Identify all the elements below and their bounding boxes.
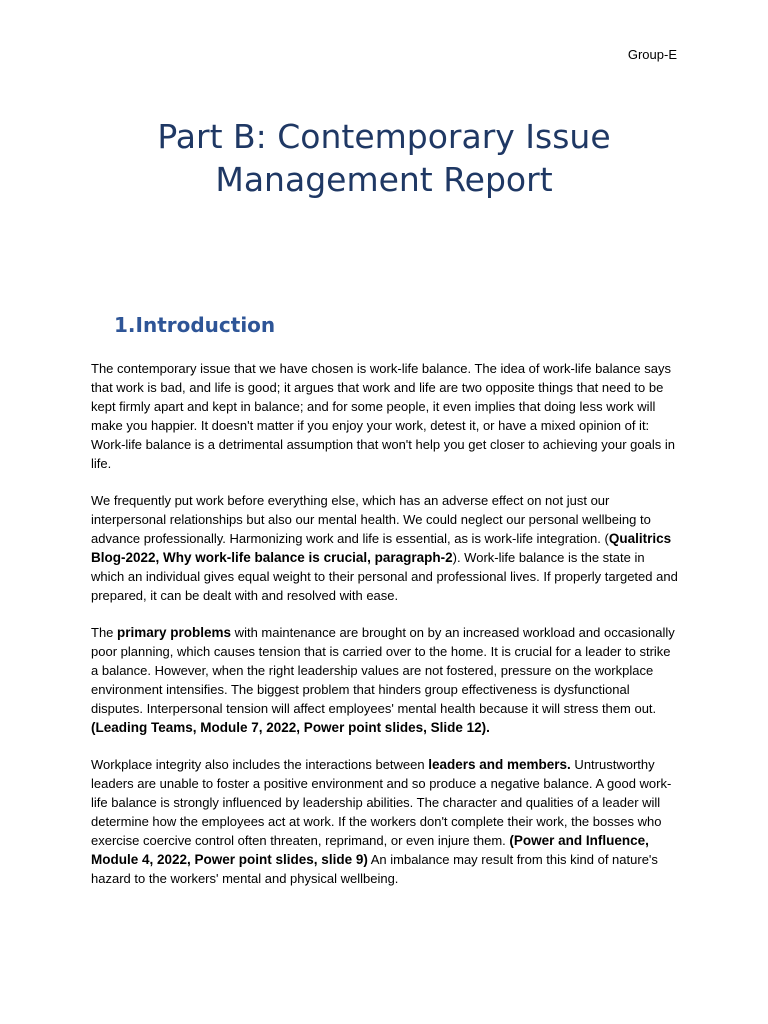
paragraph-4-text-b: Untrustworthy leaders are unable to foster a positive environment and so produce a negative balance. A good work-life balance is strongly influenced by leadership abilities. The character and qualities of a leader will determine how the employees act at work. If the workers don't complete their work, the bosses who exercise coercive control often threaten, reprimand, or even injure them. <box>91 757 672 848</box>
emphasis-leaders-members: leaders and members. <box>428 757 571 772</box>
group-label: Group-E <box>627 47 677 62</box>
paragraph-4-text-c: An imbalance may result from this kind of nature's hazard to the workers' mental and physical wellbeing. <box>91 852 658 886</box>
paragraph-4-text-a: Workplace integrity also includes the interactions between <box>91 757 429 772</box>
paragraph-4 <box>91 755 681 888</box>
citation-power-influence: (Power and Influence, Module 4, 2022, Power point slides, slide 9) <box>91 833 649 867</box>
document-body <box>91 359 681 906</box>
paragraph-2-text-a: We frequently put work before everything else, which has an adverse effect on not just our interpersonal relationships but also our mental health. We could neglect our personal wellbeing to advance professionally. Harmonizing work and life is essential, as is work-life integration. ( <box>91 493 651 546</box>
paragraph-1 <box>91 359 681 473</box>
emphasis-primary-problems: primary problems <box>117 625 232 640</box>
citation-leading-teams: (Leading Teams, Module 7, 2022, Power point slides, Slide 12). <box>91 720 490 735</box>
paragraph-3-text-b: with maintenance are brought on by an increased workload and occasionally poor planning, which causes tension that is carried over to the home. It is crucial for a leader to strike a balance. However, when the right leadership values are not fostered, pressure on the workplace environment intensifies. The biggest problem that hinders group effectiveness is dysfunctional disputes. Interpersonal tension will affect employees' mental health because it will stress them out. <box>91 625 675 716</box>
section-heading-introduction: 1.Introduction <box>114 313 276 337</box>
paragraph-2 <box>91 491 681 605</box>
title-line-1: Part B: Contemporary Issue <box>157 117 611 156</box>
paragraph-3-text-a: The <box>91 625 118 640</box>
paragraph-2-text-b: ). Work-life balance is the state in which an individual gives equal weight to their personal and professional lives. If properly targeted and prepared, it can be dealt with and resolved with ease. <box>91 550 678 603</box>
document-title <box>0 115 768 201</box>
paragraph-1-text: The contemporary issue that we have chosen is work-life balance. The idea of work-life balance says that work is bad, and life is good; it argues that work and life are two opposite things that need to be kept firmly apart and kept in balance; and for some people, it even implies that doing less work will make you happier. It doesn't matter if you enjoy your work, detest it, or have a mixed opinion of it: Work-life balance is a detrimental assumption that won't help you get closer to achieving your goals in life. <box>91 361 675 471</box>
citation-qualtrics: Qualitrics Blog-2022, Why work-life balance is crucial, paragraph-2 <box>91 531 672 565</box>
paragraph-3 <box>91 623 681 737</box>
title-line-2: Management Report <box>215 160 553 199</box>
